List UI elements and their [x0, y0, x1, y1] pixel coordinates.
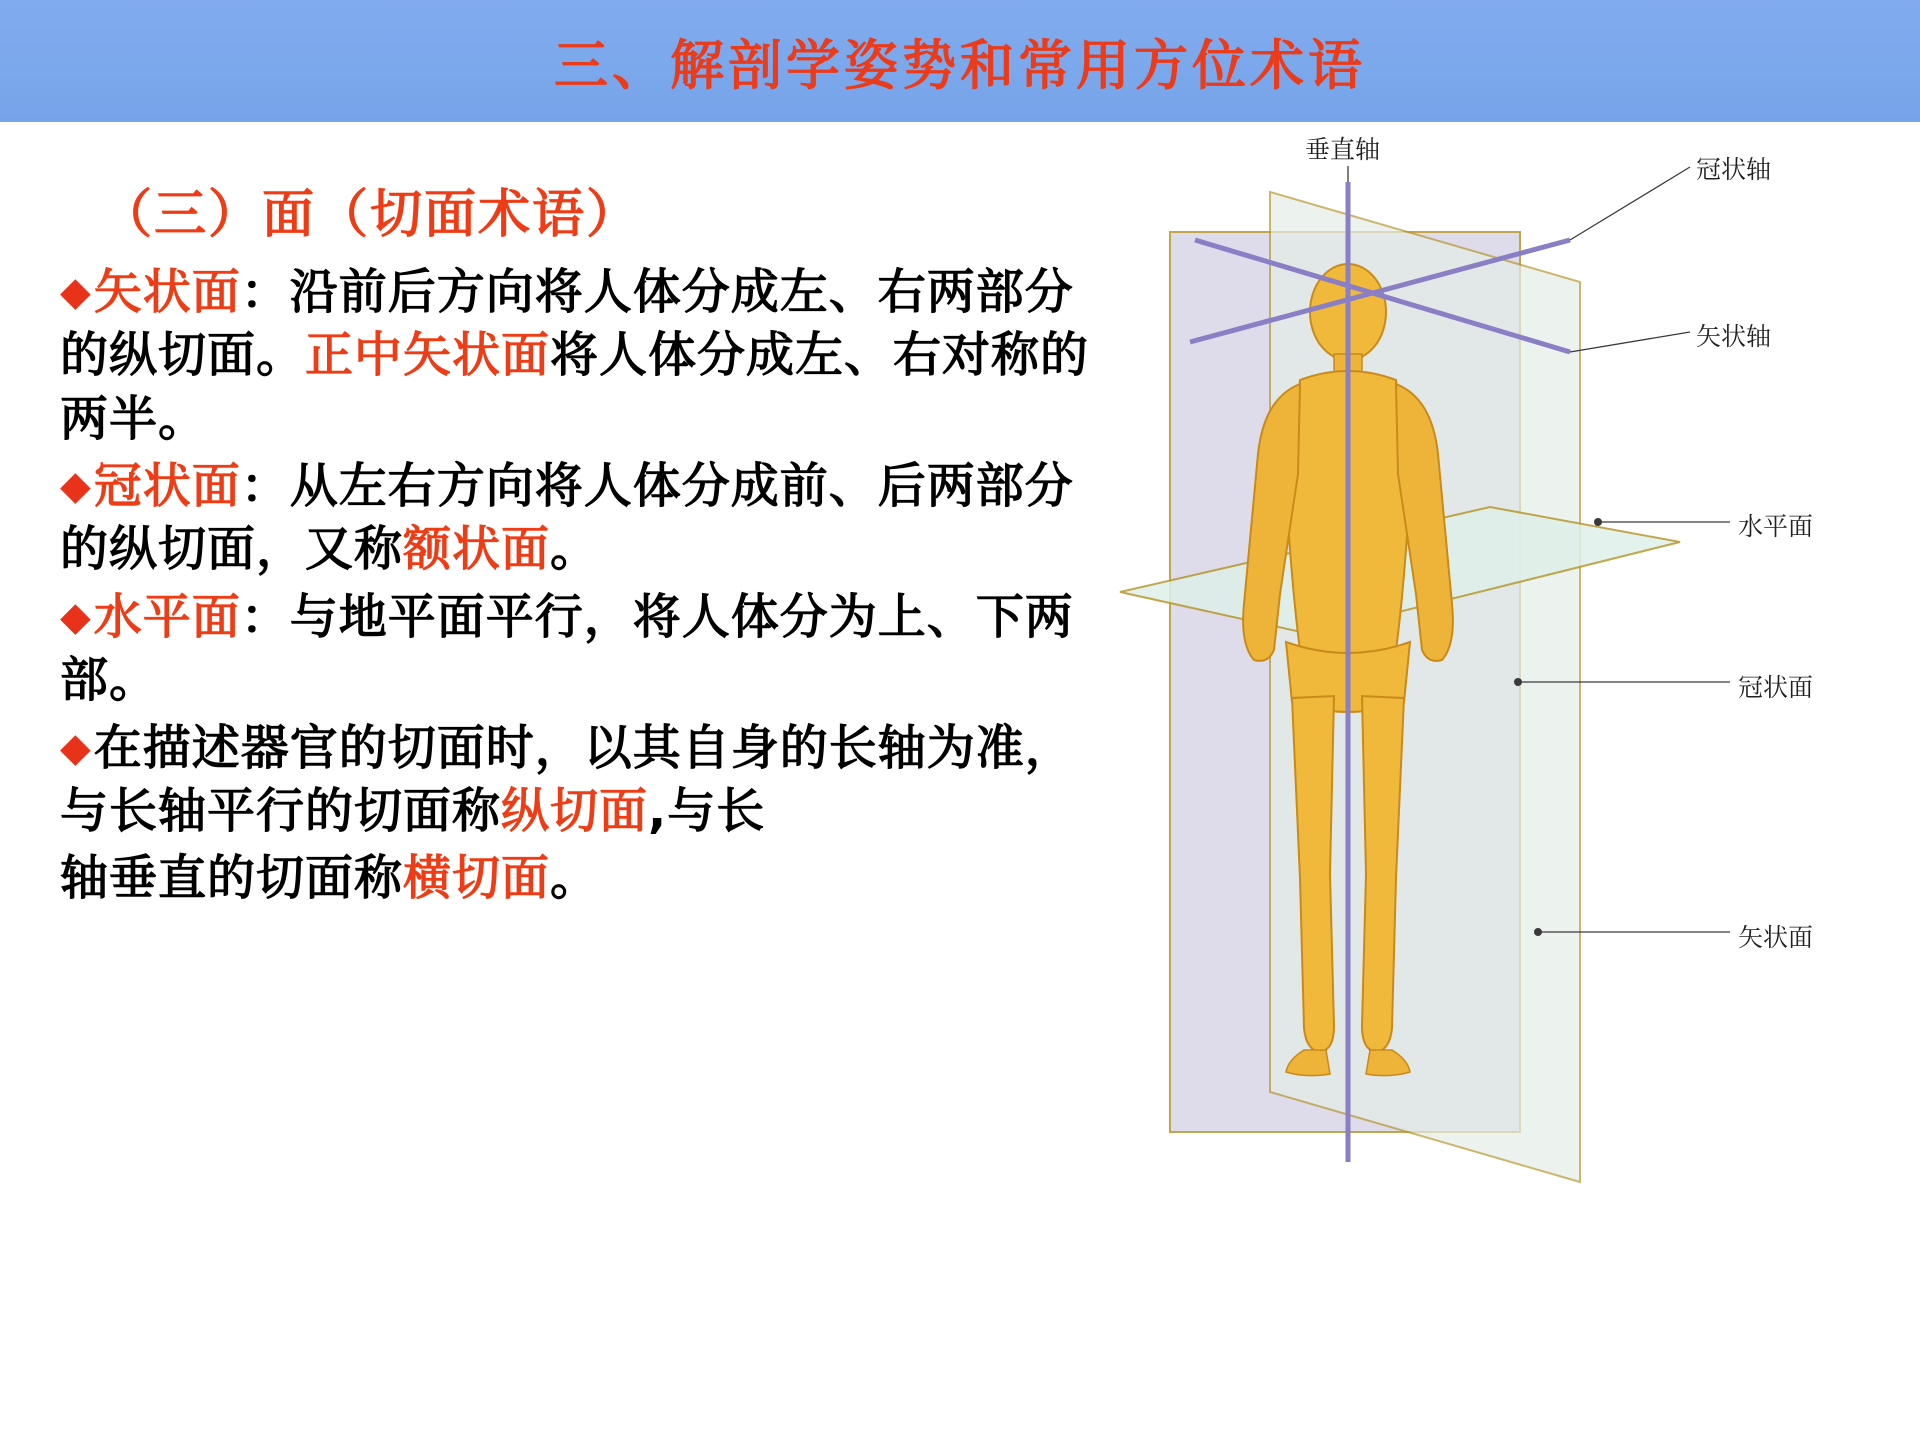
- paragraph-coronal-plane: [60, 455, 1110, 582]
- paragraph-transverse-section: [60, 847, 1110, 910]
- figure-label-vertical-axis: 垂直轴: [1305, 135, 1381, 164]
- leader-coronal-axis: [1570, 167, 1690, 240]
- term-transverse-section: 横切面: [403, 850, 551, 907]
- slide-body: [0, 122, 1130, 1440]
- slide-title-bar: [0, 0, 1920, 122]
- term-frontal-plane: 额状面: [403, 521, 551, 578]
- term-horizontal-plane: 水平面: [93, 588, 241, 645]
- paragraph-organ-sections: [60, 717, 1110, 844]
- diamond-bullet-icon: ◆: [60, 269, 92, 315]
- paragraph-transverse-text-1: 轴垂直的切面称: [60, 850, 404, 907]
- paragraph-sagittal-text-1: ：沿前后方向将人体分成左、右两部分的纵切面。: [60, 264, 1074, 384]
- figure-label-sagittal-axis: 矢状轴: [1696, 322, 1772, 351]
- page-title: 三、解剖学姿势和常用方位术语: [554, 32, 1366, 97]
- diamond-bullet-icon: ◆: [60, 593, 92, 640]
- paragraph-sagittal-plane: [60, 261, 1110, 451]
- anatomical-planes-illustration: [1100, 122, 1920, 1440]
- diamond-bullet-icon: ◆: [60, 724, 92, 771]
- figure-label-horizontal-plane: 水平面: [1738, 512, 1814, 541]
- paragraph-organ-text-1: 在描述器官的切面时，以其自身的长轴为准，与长轴平行的切面称: [60, 719, 1074, 839]
- leader-sagittal-axis: [1570, 332, 1690, 352]
- paragraph-sagittal-text-2: 将人体分成左、右对称的两半。: [60, 327, 1090, 447]
- paragraph-coronal-text-2: 。: [550, 521, 600, 578]
- paragraph-organ-text-2: ,与长: [648, 782, 766, 839]
- figure-label-sagittal-plane: 矢状面: [1738, 923, 1814, 952]
- anatomical-planes-figure: [1100, 122, 1920, 1440]
- term-coronal-plane: 冠状面: [93, 458, 241, 515]
- figure-label-coronal-plane: 冠状面: [1738, 673, 1814, 702]
- diamond-bullet-icon: ◆: [60, 463, 92, 510]
- term-median-sagittal-plane: 正中矢状面: [305, 327, 551, 384]
- paragraph-transverse-text-2: 。: [550, 850, 600, 907]
- paragraph-coronal-text-1: ：从左右方向将人体分成前、后两部分的纵切面，又称: [60, 458, 1074, 578]
- figure-label-coronal-axis: 冠状轴: [1696, 155, 1772, 184]
- paragraph-horizontal-plane: [60, 586, 1110, 713]
- section-heading: （三）面（切面术语）: [100, 185, 641, 245]
- term-sagittal-plane: 矢状面: [93, 264, 241, 320]
- term-longitudinal-section: 纵切面: [501, 782, 649, 839]
- paragraph-horizontal-text-1: ：与地平面平行，将人体分为上、下两部。: [60, 588, 1074, 709]
